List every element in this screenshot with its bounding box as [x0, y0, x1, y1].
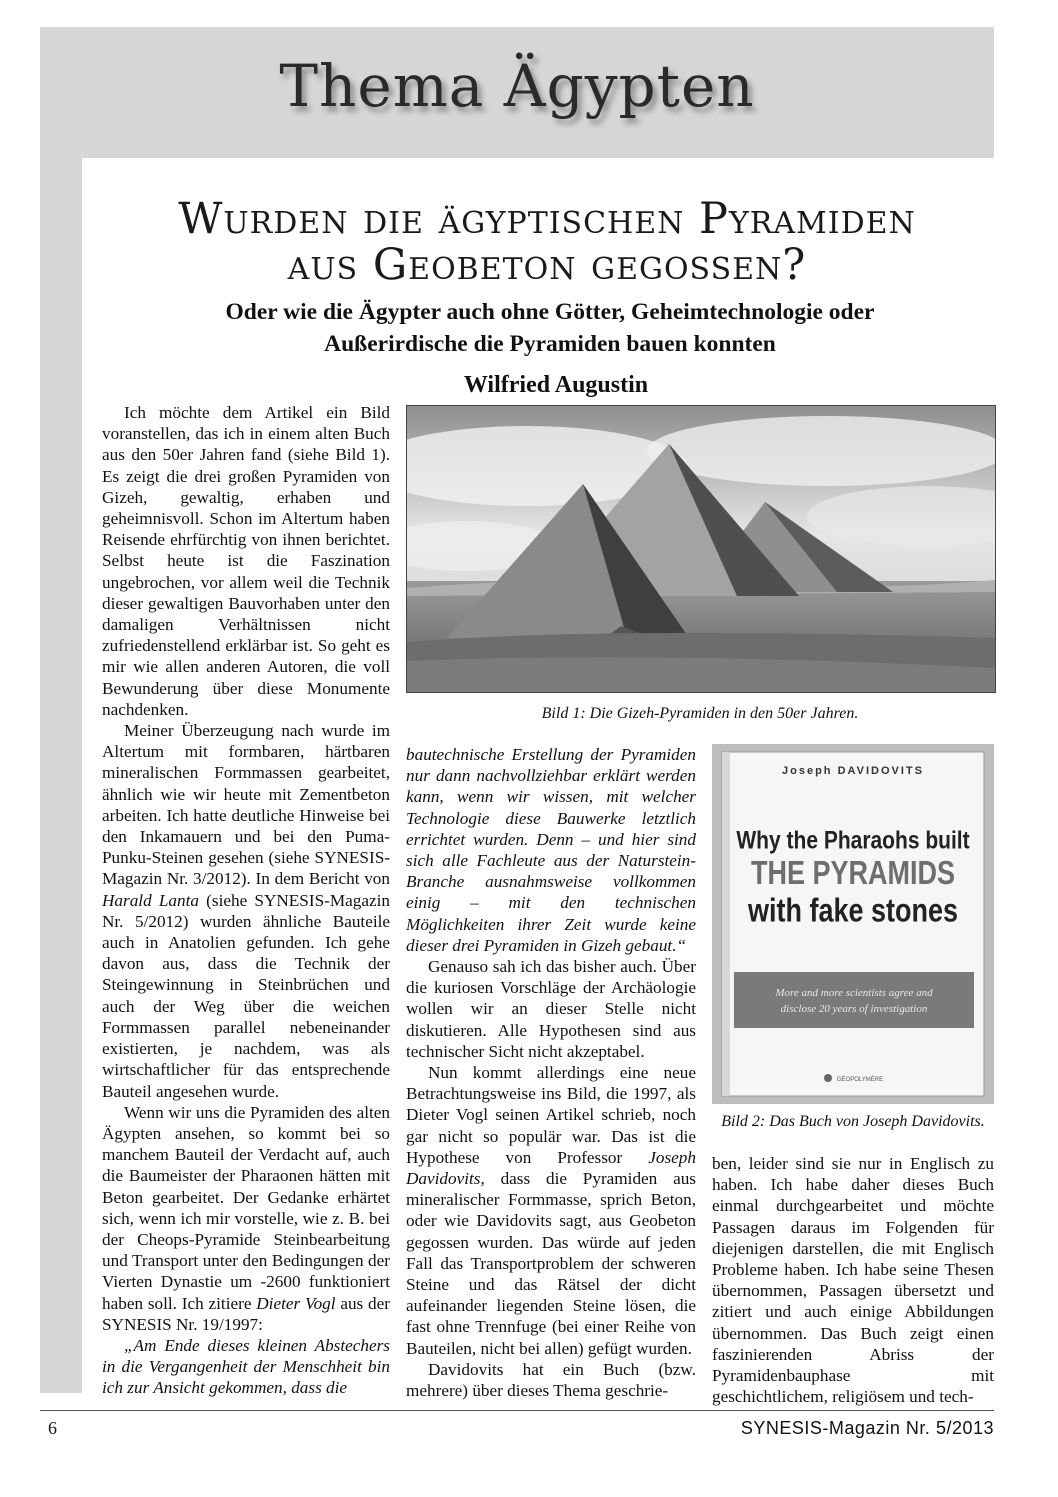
paragraph [102, 720, 390, 1102]
text-column-1 [102, 402, 390, 1399]
book-author-text: Joseph DAVIDOVITS [782, 765, 924, 777]
book-title-line3: with fake stones [748, 891, 958, 930]
section-title: Thema Ägypten [279, 52, 755, 120]
paragraph: Ich möchte dem Artikel ein Bild voranstellen, das ich in einem alten Buch aus den 50er Jahren fand (siehe Bild 1). Es zeigt die drei großen Pyramiden von Gizeh, gewaltig, erhaben und geheimnisvoll. Schon im Altertum haben Reisende ehrfürchtig von ihnen berichtet. Selbst heute ist die Faszination ungebrochen, vor allem weil die Technik dieser gewaltigen Bauvorhaben unter den damaligen Verhältnissen nicht zufriedenstellend erklärbar ist. So geht es mir wie allen anderen Autoren, die voll Bewunderung über diese Monumente nachdenken. [102, 403, 390, 719]
article-subtitle-line1: Oder wie die Ägypter auch ohne Götter, Geheimtechnologie oder [225, 299, 875, 325]
article-title-line1: Wurden die ägyptischen Pyramiden [178, 194, 916, 244]
footer-divider [40, 1410, 994, 1411]
article-subtitle [110, 296, 990, 360]
article-title [92, 196, 1002, 288]
paragraph-text: (siehe SYNESIS-Magazin Nr. 5/2012) wurden ähnliche Bauteile auch in Anatolien gefunden. Ich gehe davon aus, dass die Technik der Steingewinnung in Steinbrüchen und auch der Weg über die weichen Formmassen parallel nebeneinander existierten, je nachdem, was als wirtschaftlicher für das entsprechende Bauteil angesehen wurde. [102, 890, 390, 1101]
book-tagline-line2: disclose 20 years of investigation [780, 1003, 928, 1015]
paragraph-text: , dass die Pyramiden aus mineralischer Formmasse, sprich Beton, oder wie Davidovits sagt, aus Geobeton gegossen wurden. Das würde auf jeden Fall das Transportproblem der schweren Steine und das Rätsel der dicht aufeinander liegenden Steine lösen, die fast ohne Trennfuge (bei einer Reihe von Bauteilen, nicht bei allen) gefügt wurden. [406, 1169, 696, 1358]
book-cover-illustration [712, 744, 994, 1104]
book-tagline-line1: More and more scientists agree and [775, 987, 933, 999]
paragraph: Davidovits hat ein Buch (bzw. mehrere) über dieses Thema geschrie- [406, 1359, 696, 1401]
publisher-logo-icon [824, 1074, 832, 1082]
author-name: Dieter Vogl [256, 1293, 336, 1313]
book-title-line2: THE PYRAMIDS [751, 854, 955, 892]
paragraph-text: Wenn wir uns die Pyramiden des alten Ägypten ansehen, so kommt bei so manchem Bauteil der Verdacht auf, auch die Baumeister der Pharaonen hätten mit Beton gearbeitet. Der Gedanke erhärtet sich, wenn ich mir vorstelle, wie z. B. bei der Cheops-Pyramide Steinbearbeitung und Transport unter den Bedingungen der Vierten Dynastie um -2600 funktioniert haben soll. Ich zitiere [102, 1102, 390, 1313]
paragraph-text: Nun kommt allerdings eine neue Betrachtungsweise ins Bild, die 1997, als Dieter Vogl seinen Artikel schrieb, noch gar nicht so populär war. Das ist die Hypothese von Professor [406, 1063, 696, 1167]
figure2-caption: Bild 2: Das Buch von Joseph Davidovits. [721, 1113, 985, 1130]
paragraph-text: Meiner Überzeugung nach wurde im Altertum mit formbaren, härtbaren mineralischen Formmassen gearbeitet, ähnlich wie wir heute mit Zementbeton arbeiten. Ich hatte deutliche Hinweise bei den Inkamauern und bei den Puma-Punku-Steinen gesehen (siehe SYNESIS-Magazin Nr. 3/2012). In dem Bericht von [102, 721, 390, 889]
figure1-caption: Bild 1: Die Gizeh-Pyramiden in den 50er Jahren. [541, 705, 859, 722]
paragraph [406, 1062, 696, 1359]
book-publisher: GÉOPOLYMÈRE [836, 1077, 884, 1083]
page-number: 6 [48, 1418, 57, 1438]
paragraph: ben, leider sind sie nur in Englisch zu haben. Ich habe daher dieses Buch einmal durchgearbeitet und möchte Passagen daraus im Folgenden für diejenigen darstellen, die mit Englisch Probleme haben. Ich habe seine Thesen übernommen, Passagen übersetzt und zitiert und auch einige Abbildungen übernommen. Das Buch zeigt einen faszinierenden Abriss der Pyramidenbauphase mit geschichtlichem, religiösem und tech- [712, 1154, 994, 1407]
pyramids-photo [406, 405, 996, 693]
quote-paragraph: „Am Ende dieses kleinen Abstechers in die Vergangenheit der Menschheit bin ich zur Ansicht gekommen, dass die [102, 1335, 390, 1398]
paragraph-text: aus der SYNESIS Nr. 19/1997: [102, 1293, 390, 1334]
pyramids-illustration [407, 406, 995, 692]
paragraph [102, 1102, 390, 1335]
book-title-line1: Why the Pharaohs built [736, 825, 970, 854]
quote-paragraph: bautechnische Erstellung der Pyramiden nur dann nachvollziehbar erklärt werden kann, wenn wir wissen, mit welcher Technologie diese Bauwerke letztlich errichtet wurden. Denn – und hier sind sich alle Fachleute aus der Naturstein-Branche ausnahmsweise vollkommen einig – mit den technischen Möglichkeiten ihrer Zeit wurde keine dieser drei Pyramiden in Gizeh gebaut.“ [406, 745, 696, 955]
article-title-line2: aus Geobeton gegossen? [287, 240, 807, 290]
text-column-3 [712, 1153, 994, 1407]
magazine-issue: SYNESIS-Magazin Nr. 5/2013 [740, 1418, 994, 1438]
left-margin-band [40, 158, 82, 1393]
article-author: Wilfried Augustin [463, 372, 649, 398]
author-name: Joseph Davidovits [406, 1147, 696, 1189]
book-cover-photo [712, 744, 994, 1104]
paragraph: Genauso sah ich das bisher auch. Über die kuriosen Vorschläge der Archäologie wollen wir an dieser Stelle nicht diskutieren. Alle Hypothesen sind aus technischer Sicht nicht akzeptabel. [406, 957, 696, 1061]
author-name: Harald Lanta [102, 890, 199, 910]
text-column-2 [406, 744, 696, 1401]
article-subtitle-line2: Außerirdische die Pyramiden bauen konnten [324, 331, 776, 357]
